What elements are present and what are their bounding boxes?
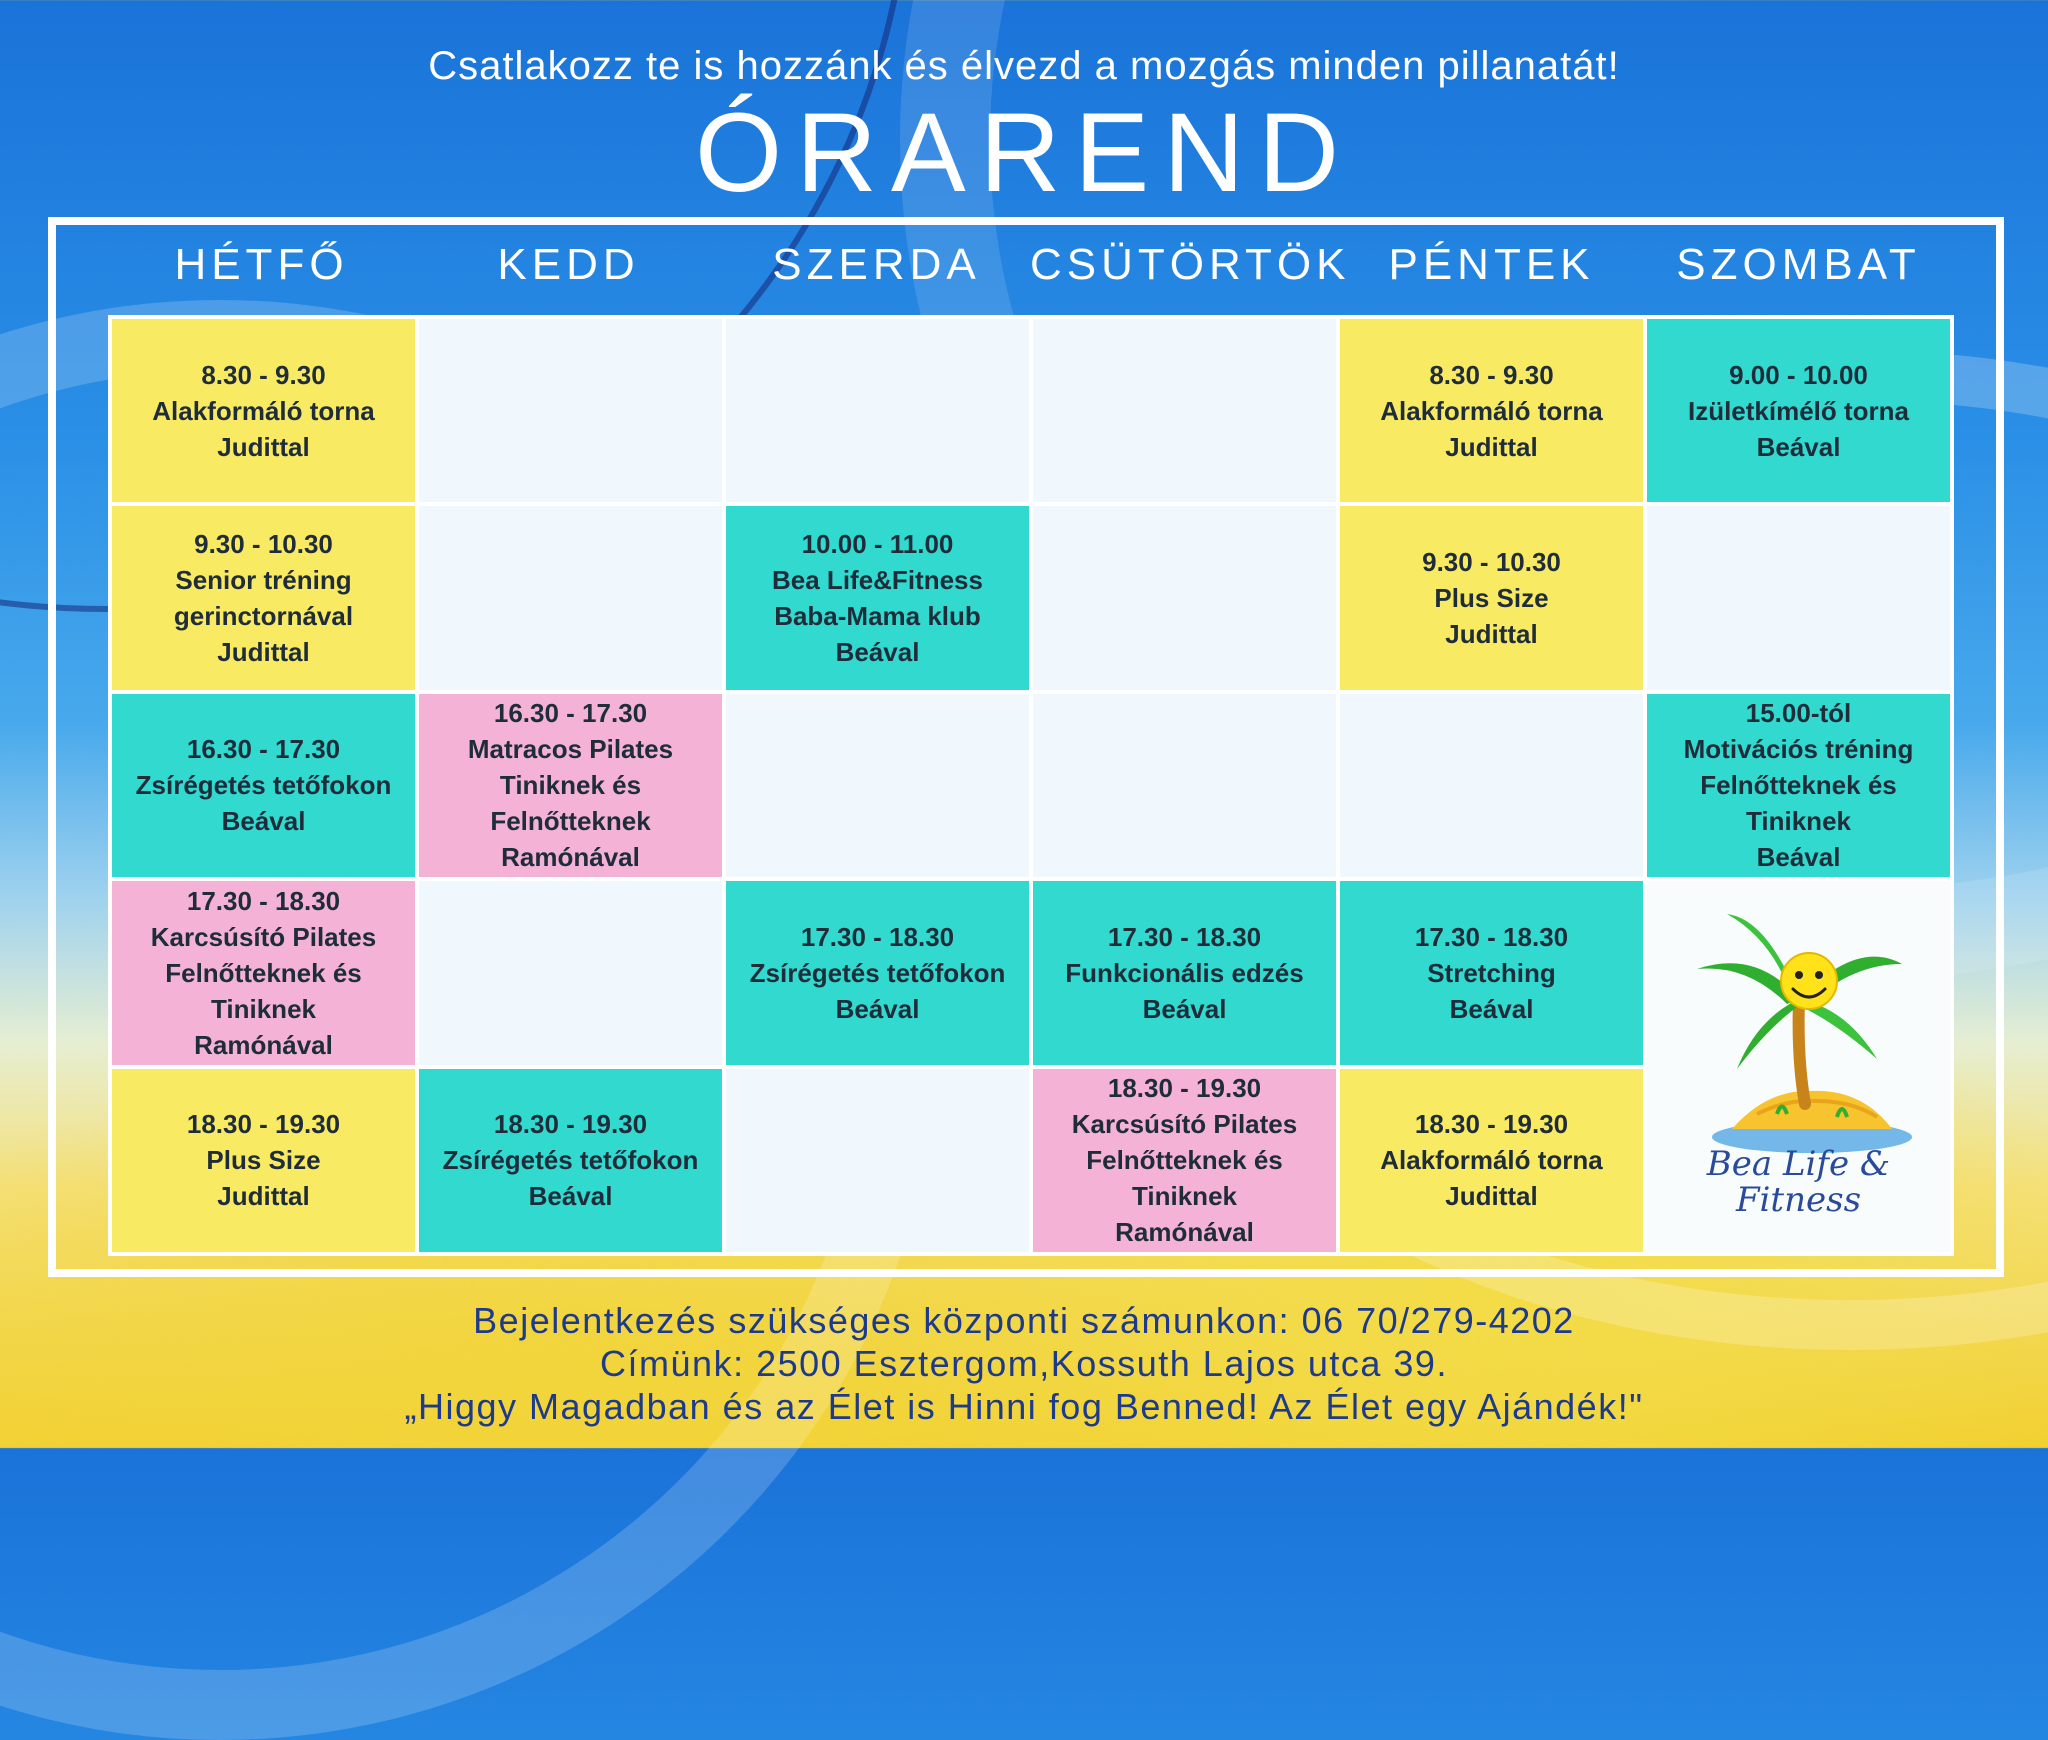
class-time: 18.30 - 19.30 xyxy=(186,1109,341,1140)
class-detail: Zsírégetés tetőfokon xyxy=(135,770,392,801)
class-detail: Beával xyxy=(221,806,306,837)
class-detail: Ramónával xyxy=(501,842,640,873)
class-slot-friday xyxy=(1340,881,1643,1064)
empty-slot-thursday xyxy=(1033,694,1336,877)
class-detail: Judittal xyxy=(1445,619,1538,650)
class-detail: Judittal xyxy=(1445,431,1538,462)
class-detail: Beával xyxy=(1756,842,1841,873)
empty-slot-thursday xyxy=(1033,319,1336,502)
class-detail: Alakformáló torna xyxy=(152,395,375,426)
booking-info: Bejelentkezés szükséges központi számunkon: 06 70/279-4202 xyxy=(473,1300,1575,1341)
class-time: 9.00 - 10.00 xyxy=(1729,359,1868,390)
day-header-monday: HÉTFŐ xyxy=(174,240,349,289)
class-time: 10.00 - 11.00 xyxy=(801,529,954,560)
class-detail: Zsírégetés tetőfokon xyxy=(442,1145,699,1176)
palm-island-smiley-icon xyxy=(1687,909,1917,1179)
day-header-tuesday: KEDD xyxy=(497,240,640,289)
empty-slot-tuesday xyxy=(419,319,722,502)
class-detail: Zsírégetés tetőfokon xyxy=(749,957,1006,988)
class-detail: Felnőtteknek és Tiniknek xyxy=(1700,770,1897,837)
class-detail: Plus Size xyxy=(206,1145,321,1176)
class-detail: Stretching xyxy=(1427,957,1556,988)
empty-slot-saturday xyxy=(1647,506,1950,689)
class-detail: Felnőtteknek és Tiniknek xyxy=(1086,1145,1283,1212)
class-detail: Beával xyxy=(528,1181,613,1212)
class-slot-tuesday xyxy=(419,1069,722,1252)
class-detail: Beával xyxy=(835,637,920,668)
class-detail: Tiniknek és Felnőtteknek xyxy=(490,770,651,837)
class-slot-wednesday xyxy=(726,506,1029,689)
class-time: 16.30 - 17.30 xyxy=(186,734,341,765)
class-detail: Judittal xyxy=(217,431,310,462)
class-slot-friday xyxy=(1340,506,1643,689)
empty-slot-wednesday xyxy=(726,694,1029,877)
class-time: 8.30 - 9.30 xyxy=(1429,359,1554,390)
slogan: Csatlakozz te is hozzánk és élvezd a mozgás minden pillanatát! xyxy=(428,44,1620,88)
class-detail: Izületkímélő torna xyxy=(1687,395,1910,426)
class-detail: Bea Life&Fitness xyxy=(772,565,983,596)
class-slot-saturday xyxy=(1647,319,1950,502)
class-detail: gerinctornával xyxy=(173,601,354,632)
day-header-wednesday: SZERDA xyxy=(772,240,981,289)
class-detail: Beával xyxy=(1449,993,1534,1024)
class-slot-wednesday xyxy=(726,881,1029,1064)
class-detail: Funkcionális edzés xyxy=(1065,957,1304,988)
class-time: 9.30 - 10.30 xyxy=(194,529,333,560)
class-detail: Plus Size xyxy=(1434,583,1549,614)
day-header-thursday: CSÜTÖRTÖK xyxy=(1030,240,1351,289)
class-slot-saturday xyxy=(1647,694,1950,877)
class-detail: Beával xyxy=(835,993,920,1024)
class-detail: Karcsúsító Pilates xyxy=(1071,1109,1298,1140)
empty-slot-tuesday xyxy=(419,881,722,1064)
class-time: 17.30 - 18.30 xyxy=(800,921,955,952)
logo-text: Bea Life & Fitness xyxy=(1706,1143,1891,1220)
class-detail: Alakformáló torna xyxy=(1380,1145,1603,1176)
class-slot-monday xyxy=(112,694,415,877)
day-header-friday: PÉNTEK xyxy=(1388,240,1595,289)
class-detail: Matracos Pilates xyxy=(467,734,674,765)
class-time: 16.30 - 17.30 xyxy=(493,698,648,729)
class-time: 8.30 - 9.30 xyxy=(201,359,326,390)
class-slot-thursday xyxy=(1033,1069,1336,1252)
class-time: 18.30 - 19.30 xyxy=(1414,1109,1569,1140)
class-detail: Beával xyxy=(1142,993,1227,1024)
class-slot-monday xyxy=(112,1069,415,1252)
empty-slot-tuesday xyxy=(419,506,722,689)
class-time: 17.30 - 18.30 xyxy=(1414,921,1569,952)
class-detail: Judittal xyxy=(1445,1181,1538,1212)
motto: „Higgy Magadban és az Élet is Hinni fog Benned! Az Élet egy Ajándék!" xyxy=(404,1386,1644,1427)
class-time: 17.30 - 18.30 xyxy=(1107,921,1262,952)
class-slot-monday xyxy=(112,881,415,1064)
class-time: 17.30 - 18.30 xyxy=(186,885,341,916)
class-detail: Karcsúsító Pilates xyxy=(150,921,377,952)
empty-slot-friday xyxy=(1340,694,1643,877)
brand-logo xyxy=(1647,881,1950,1252)
schedule-grid xyxy=(108,315,1954,1256)
class-slot-tuesday xyxy=(419,694,722,877)
class-time: 9.30 - 10.30 xyxy=(1422,547,1561,578)
class-detail: Baba-Mama klub xyxy=(774,601,981,632)
class-time: 18.30 - 19.30 xyxy=(1107,1073,1262,1104)
empty-slot-wednesday xyxy=(726,1069,1029,1252)
class-detail: Motivációs tréning xyxy=(1683,734,1914,765)
class-slot-friday xyxy=(1340,319,1643,502)
empty-slot-thursday xyxy=(1033,506,1336,689)
class-time: 15.00-tól xyxy=(1745,698,1852,729)
class-slot-monday xyxy=(112,319,415,502)
empty-slot-wednesday xyxy=(726,319,1029,502)
class-detail: Alakformáló torna xyxy=(1380,395,1603,426)
address-info: Címünk: 2500 Esztergom,Kossuth Lajos utca 39. xyxy=(600,1343,1448,1384)
class-detail: Beával xyxy=(1756,431,1841,462)
class-slot-monday xyxy=(112,506,415,689)
class-detail: Felnőtteknek és Tiniknek xyxy=(165,957,362,1024)
class-detail: Judittal xyxy=(217,1181,310,1212)
class-slot-thursday xyxy=(1033,881,1336,1064)
page-title: ÓRAREND xyxy=(694,90,1354,215)
day-header-saturday: SZOMBAT xyxy=(1676,240,1921,289)
class-detail: Ramónával xyxy=(1115,1217,1254,1248)
class-detail: Senior tréning xyxy=(175,565,352,596)
class-slot-friday xyxy=(1340,1069,1643,1252)
class-time: 18.30 - 19.30 xyxy=(493,1109,648,1140)
class-detail: Ramónával xyxy=(194,1029,333,1060)
class-detail: Judittal xyxy=(217,637,310,668)
